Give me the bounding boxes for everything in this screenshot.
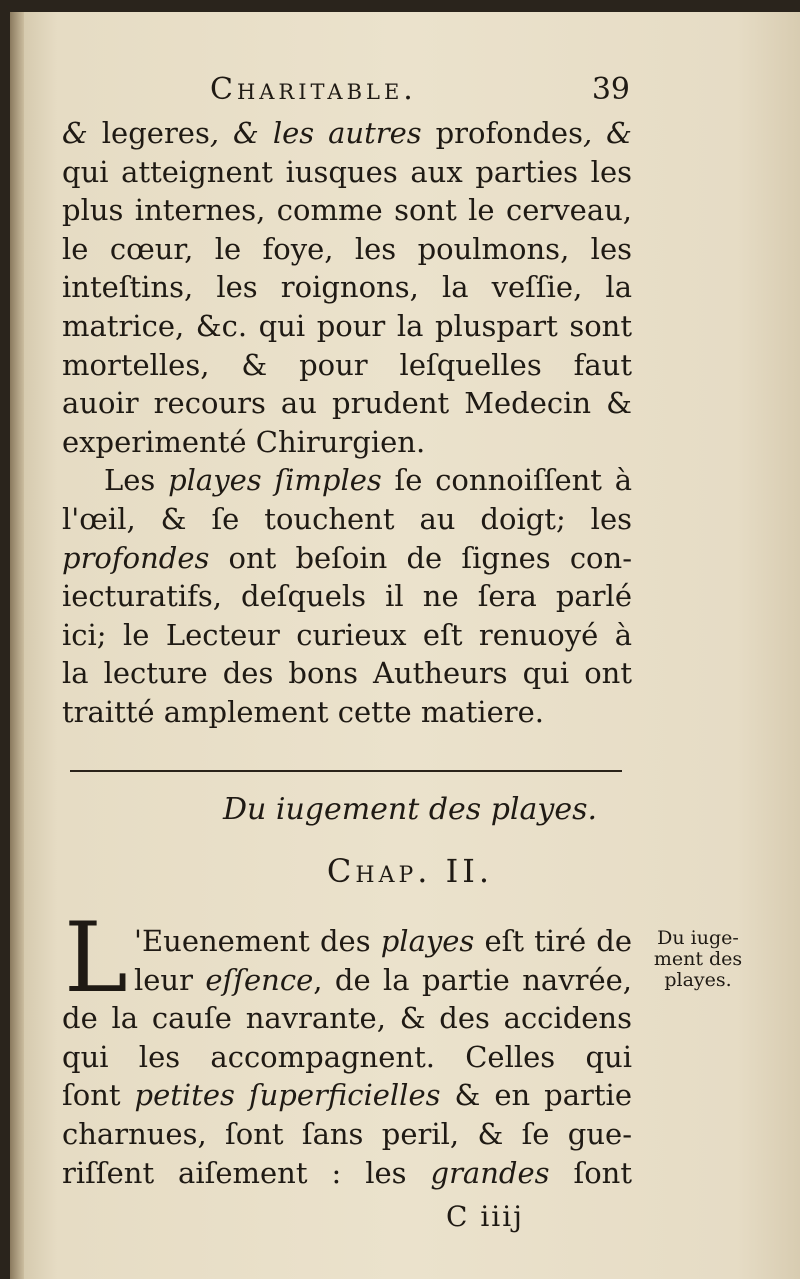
text-run: charnues, ſont ſans peril, & ſe gue- bbox=[62, 1116, 632, 1151]
page-gutter bbox=[10, 12, 24, 1279]
text-line bbox=[62, 114, 632, 153]
text-run: legeres bbox=[101, 116, 210, 150]
italic-run: profondes bbox=[62, 540, 210, 575]
text-run: iecturatifs, deſquels il ne ſera parlé bbox=[62, 579, 632, 614]
paragraph-1 bbox=[62, 114, 632, 461]
text-line bbox=[62, 1076, 632, 1115]
text-run: Les bbox=[104, 463, 169, 498]
text-line bbox=[62, 616, 632, 655]
text-line bbox=[62, 961, 632, 1000]
text-line bbox=[62, 693, 632, 732]
italic-run: playes ſimples bbox=[168, 463, 382, 498]
paragraph-3 bbox=[62, 922, 632, 1192]
text-run: & en partie bbox=[440, 1078, 632, 1113]
text-run: ſont bbox=[549, 1155, 633, 1190]
chapter-text bbox=[62, 922, 632, 1192]
text-line bbox=[62, 539, 632, 578]
margin-note: Du iuge- ment des playes. bbox=[653, 927, 743, 991]
paragraph-2 bbox=[62, 461, 632, 731]
text-run: ici; le Lecteur curieux eſt renuoyé à bbox=[62, 617, 632, 652]
text-line bbox=[62, 654, 632, 693]
text-run: matrice, &c. qui pour la pluspart sont bbox=[62, 308, 632, 343]
text-line bbox=[62, 307, 632, 346]
text-run: ſe connoiſſent à bbox=[381, 463, 632, 498]
chapter-title: Chap. II. bbox=[326, 852, 494, 890]
text-run: riſſent aiſement : les bbox=[62, 1155, 431, 1190]
text-line bbox=[62, 999, 632, 1038]
text-run: eſt tiré de bbox=[474, 924, 632, 958]
text-line bbox=[62, 268, 632, 307]
italic-run: , & bbox=[582, 116, 632, 150]
book-page bbox=[10, 12, 800, 1279]
text-line bbox=[62, 461, 632, 500]
text-line bbox=[62, 423, 632, 462]
text-line bbox=[62, 191, 632, 230]
text-run: experimenté Chirurgien. bbox=[62, 424, 426, 459]
text-run: mortelles, & pour leſquelles faut bbox=[62, 347, 632, 382]
text-line bbox=[62, 922, 632, 961]
text-line bbox=[62, 1115, 632, 1154]
text-run: ſont bbox=[62, 1078, 135, 1113]
signature-mark: C iiij bbox=[446, 1200, 524, 1233]
text-run: traitté amplement cette matiere. bbox=[62, 694, 544, 729]
text-line bbox=[62, 346, 632, 385]
running-title: Charitable. bbox=[210, 72, 417, 107]
text-line bbox=[62, 153, 632, 192]
page-number: 39 bbox=[591, 72, 630, 107]
text-line bbox=[62, 1038, 632, 1077]
chapter-subtitle: Du iugement des playes. bbox=[222, 792, 598, 827]
text-run: de la cauſe navrante, & des accidens bbox=[62, 1001, 632, 1036]
section-rule bbox=[70, 770, 622, 772]
text-run: qui atteignent iusques aux parties les bbox=[62, 154, 632, 189]
text-run: qui les accompagnent. Celles qui bbox=[62, 1039, 632, 1074]
text-run: leur bbox=[134, 962, 206, 997]
text-run: profondes bbox=[435, 116, 583, 150]
italic-run: & bbox=[62, 116, 102, 150]
text-line bbox=[62, 500, 632, 539]
text-run: auoir recours au prudent Medecin & bbox=[62, 386, 632, 421]
italic-run: eſſence bbox=[205, 962, 314, 997]
text-run: , de la partie navrée, bbox=[313, 962, 632, 997]
text-run: le cœur, le foye, les poulmons, les bbox=[62, 231, 632, 266]
text-line bbox=[62, 577, 632, 616]
text-run: ont beſoin de ſignes con- bbox=[209, 540, 632, 575]
text-line bbox=[62, 384, 632, 423]
text-run: 'Euenement des bbox=[134, 924, 381, 958]
text-line bbox=[62, 230, 632, 269]
italic-run: , & les autres bbox=[209, 116, 436, 150]
italic-run: petites ſuperficielles bbox=[134, 1078, 441, 1113]
body-text bbox=[62, 114, 632, 732]
text-run: inteſtins, les roignons, la veſſie, la bbox=[62, 270, 632, 305]
drop-cap: L bbox=[64, 902, 128, 1014]
italic-run: grandes bbox=[430, 1155, 550, 1190]
text-run: plus internes, comme sont le cerveau, bbox=[62, 193, 632, 228]
text-run: l'œil, & ſe touchent au doigt; les bbox=[62, 501, 632, 536]
text-line bbox=[62, 1154, 632, 1193]
text-run: la lecture des bons Autheurs qui ont bbox=[62, 656, 632, 691]
italic-run: playes bbox=[380, 924, 475, 958]
page-header bbox=[210, 72, 630, 112]
